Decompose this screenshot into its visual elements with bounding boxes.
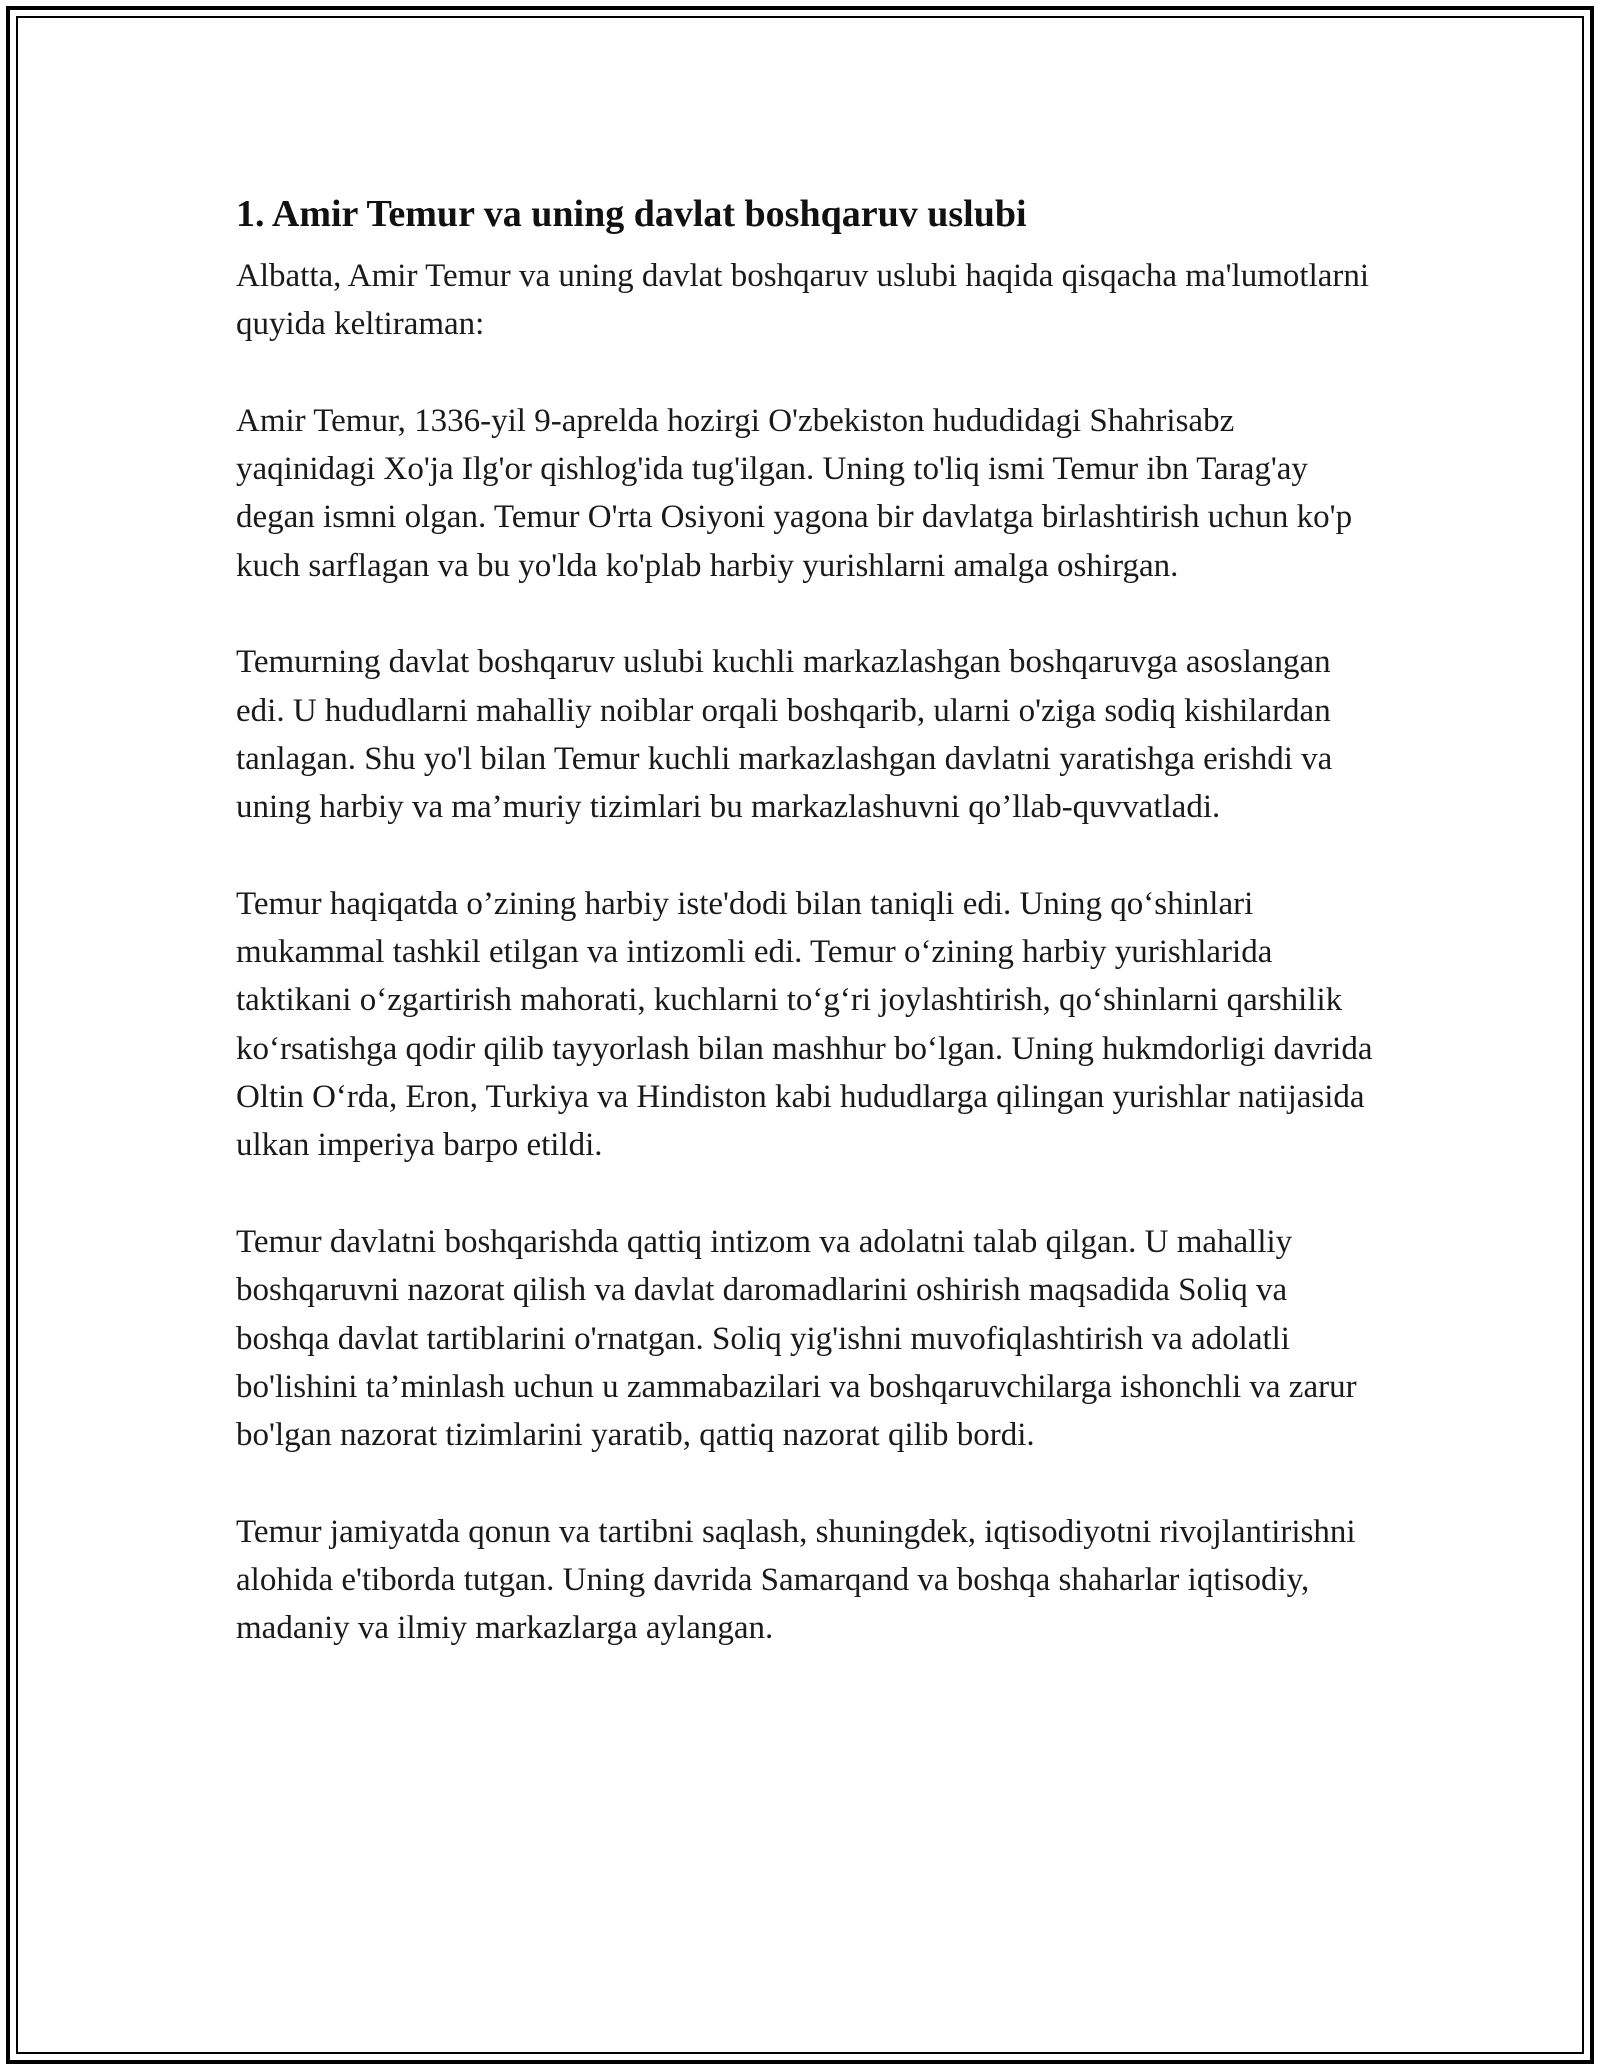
paragraph-military: Temur haqiqatda o’zining harbiy iste'dodi bilan taniqli edi. Uning qo‘shinlari mukammal tashkil etilgan va intizomli edi. Temur o‘zining harbiy yurishlarida taktikani o‘zgartirish mahorati, kuchlarni to‘g‘ri joylashtirish, qo‘shinlarni qarshilik ko‘rsatishga qodir qilib tayyorlash bilan mashhur bo‘lgan. Uning hukmdorligi davrida Oltin O‘rda, Eron, Turkiya va Hindiston kabi hududlarga qilingan yurishlar natijasida ulkan imperiya barpo etildi. bbox=[236, 885, 1373, 1164]
paragraph-economy: Temur jamiyatda qonun va tartibni saqlash, shuningdek, iqtisodiyotni rivojlantirishni alohida e'tiborda tutgan. Uning davrida Samarqand va boshqa shaharlar iqtisodiy, madaniy va ilmiy markazlarga aylangan. bbox=[236, 1513, 1356, 1647]
paragraph-biography: Amir Temur, 1336-yil 9-aprelda hozirgi O'zbekiston hududidagi Shahrisabz yaqinidagi Xo'ja Ilg'or qishlog'ida tug'ilgan. Uning to'liq ismi Temur ibn Tarag'ay degan ismni olgan. Temur O'rta Osiyoni yagona bir davlatga birlashtirish uchun ko'p kuch sarflagan va bu yo'lda ko'plab harbiy yurishlarni amalga oshirgan. bbox=[236, 402, 1353, 584]
document-title: 1. Amir Temur va uning davlat boshqaruv uslubi bbox=[236, 193, 1027, 235]
document-body bbox=[236, 186, 1376, 1701]
paragraph-intro: Albatta, Amir Temur va uning davlat boshqaruv uslubi haqida qisqacha ma'lumotlarni quyida keltiraman: bbox=[236, 258, 1370, 343]
paragraph-governance: Temurning davlat boshqaruv uslubi kuchli markazlashgan boshqaruvga asoslangan edi. U hududlarni mahalliy noiblar orqali boshqarib, ularni o'ziga sodiq kishilardan tanlagan. Shu yo'l bilan Temur kuchli markazlashgan davlatni yaratishga erishdi va uning harbiy va ma’muriy tizimlari bu markazlashuvni qo’llab-quvvatladi. bbox=[236, 644, 1333, 826]
paragraph-discipline: Temur davlatni boshqarishda qattiq intizom va adolatni talab qilgan. U mahalliy boshqaruvni nazorat qilish va davlat daromadlarini oshirish maqsadida Soliq va boshqa davlat tartiblarini o'rnatgan. Soliq yig'ishni muvofiqlashtirish va adolatli bo'lishini ta’minlash uchun u zammabazilari va boshqaruvchilarga ishonchli va zarur bo'lgan nazorat tizimlarini yaratib, qattiq nazorat qilib bordi. bbox=[236, 1223, 1357, 1454]
